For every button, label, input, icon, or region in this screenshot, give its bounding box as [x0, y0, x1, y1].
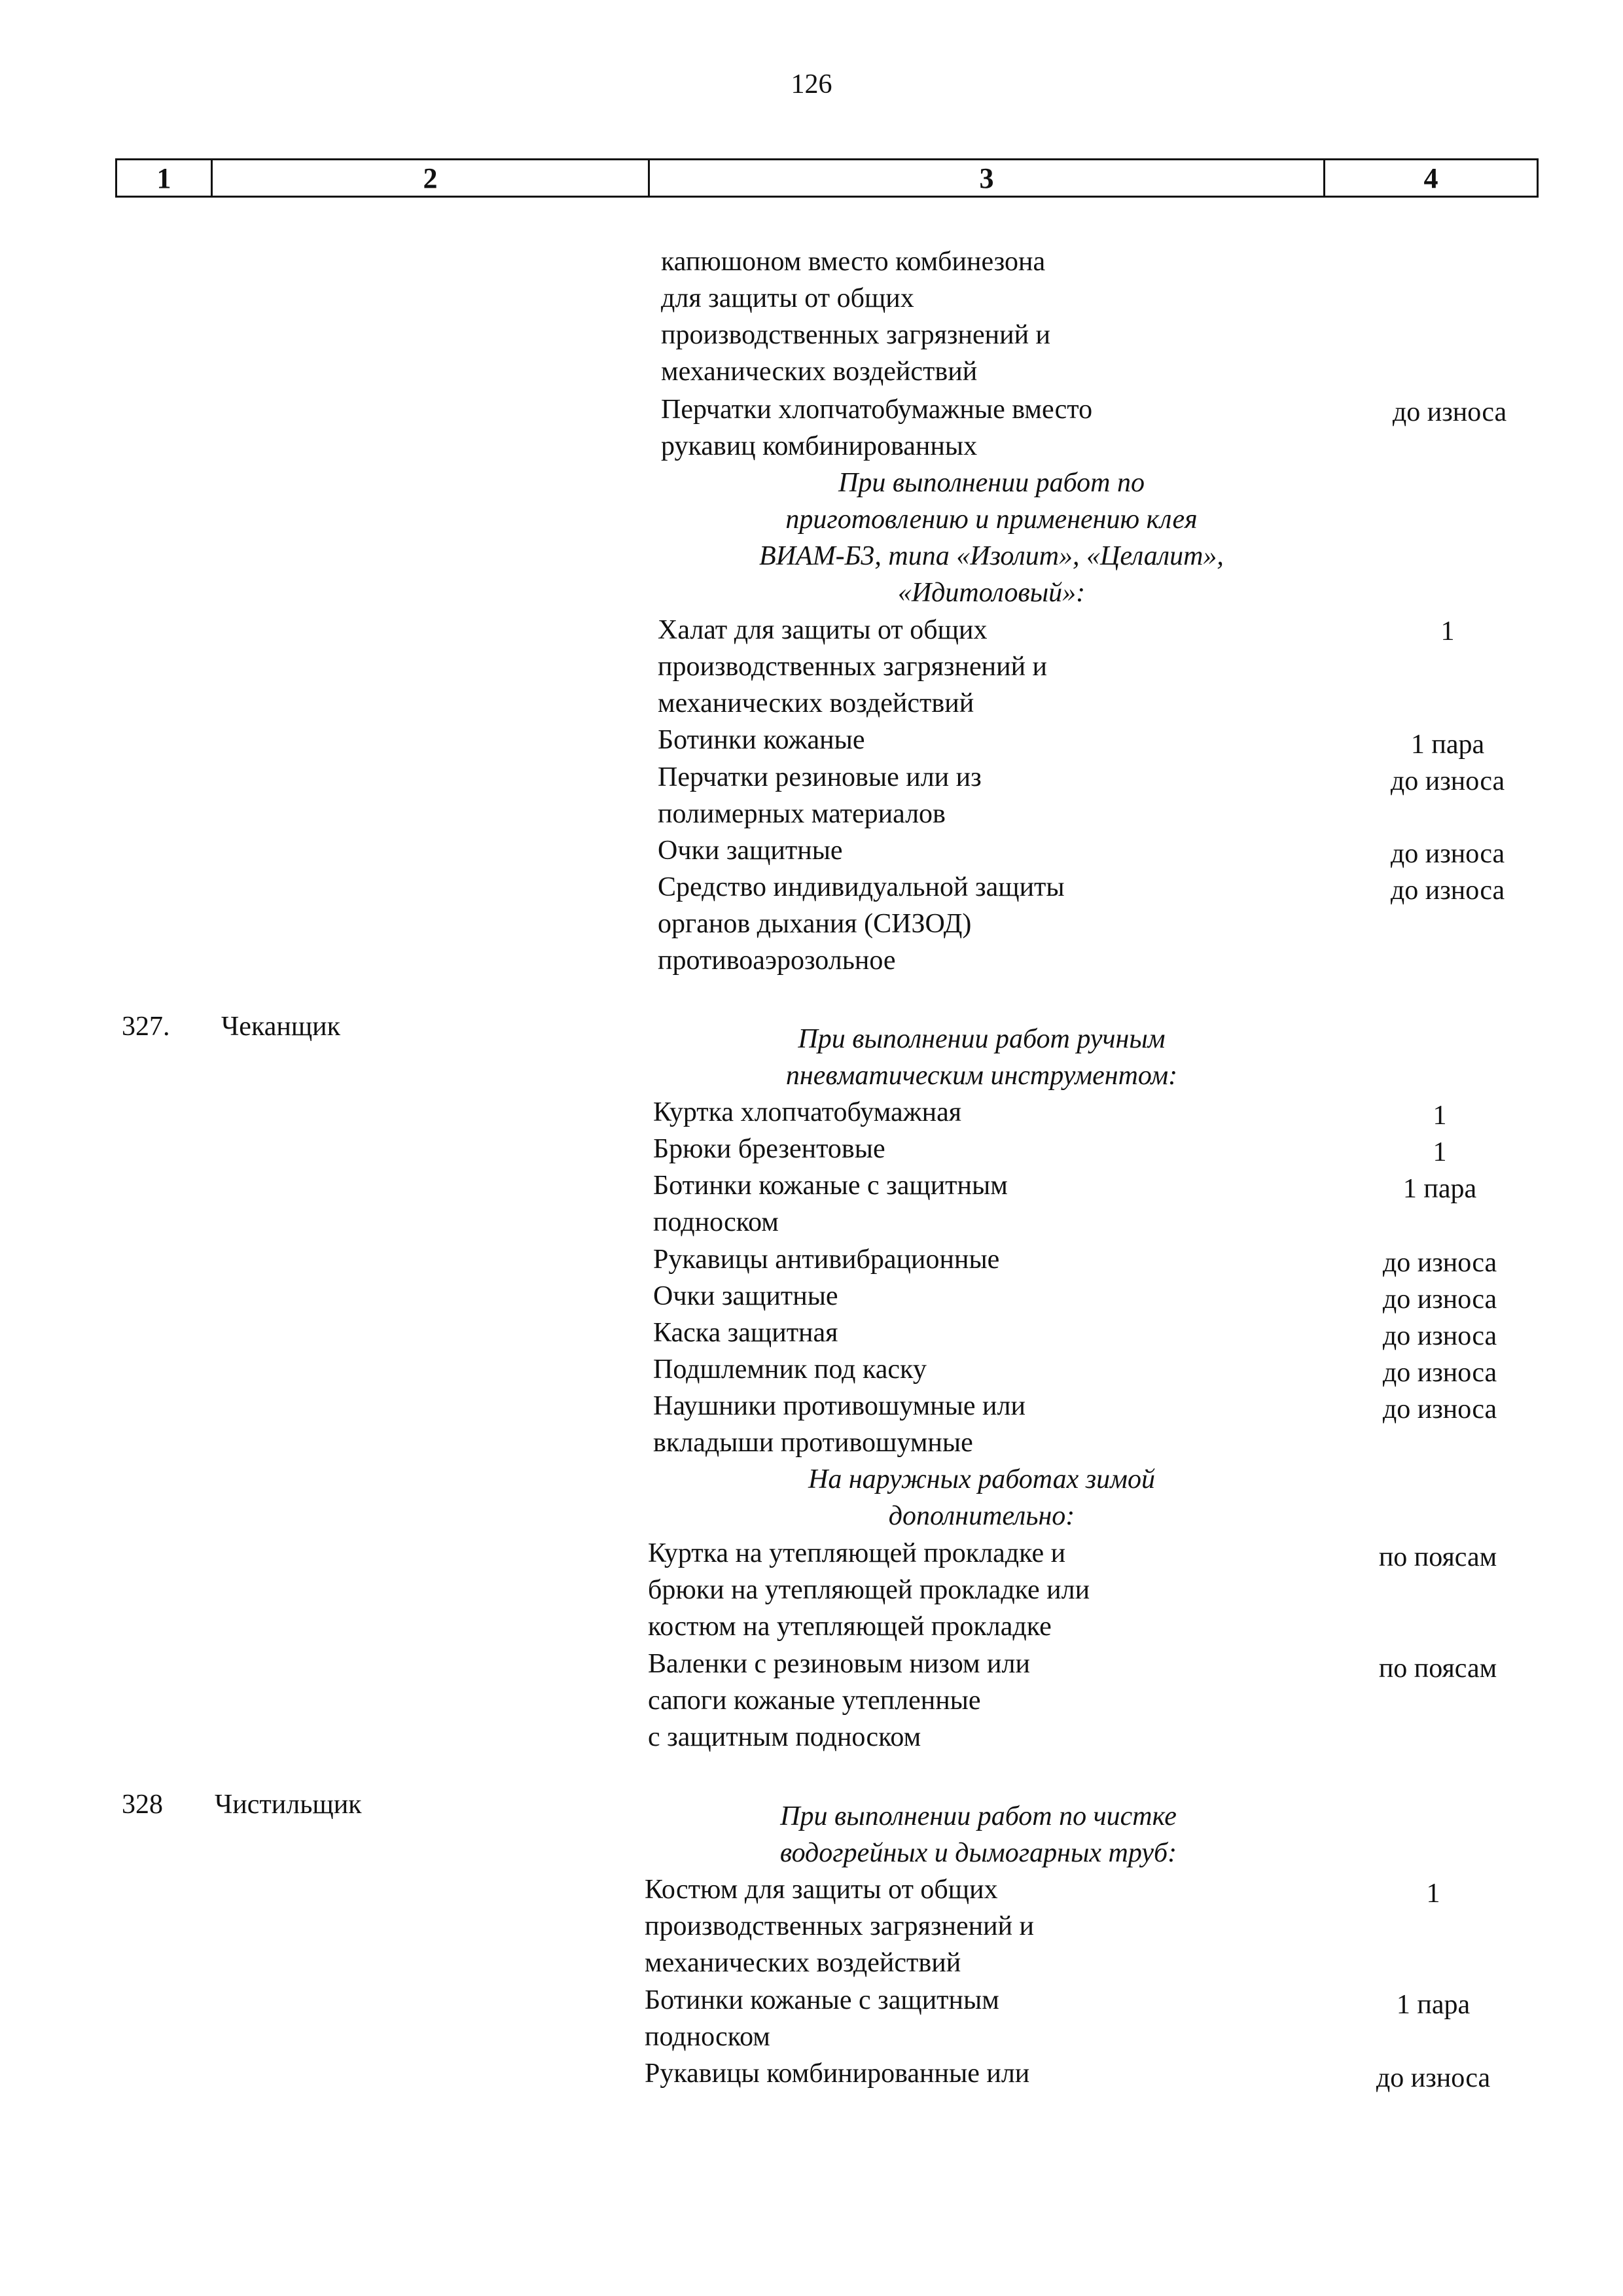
quantity-value: по поясам — [1378, 1542, 1497, 1572]
item-line: Рукавицы комбинированные или — [645, 2058, 1030, 2089]
item-line: с защитным подноском — [648, 1722, 921, 1752]
item-line: Наушники противошумные или — [653, 1391, 1026, 1421]
item-line: Ботинки кожаные с защитным — [653, 1171, 1008, 1201]
item-line: Брюки брезентовые — [653, 1134, 885, 1164]
subsection-heading: «Идитоловый»: — [897, 578, 1086, 608]
quantity-value: 1 пара — [1402, 1174, 1477, 1204]
column-header-row — [115, 158, 1539, 198]
quantity-value: 1 пара — [1410, 730, 1485, 760]
quantity-value: до износа — [1390, 766, 1505, 796]
item-line: вкладыши противошумные — [653, 1428, 973, 1458]
column-header-2: 2 — [213, 160, 650, 196]
subsection-heading: пневматическим инструментом: — [785, 1061, 1178, 1091]
subsection-heading: На наружных работах зимой — [808, 1464, 1155, 1494]
item-line: костюм на утепляющей прокладке — [648, 1612, 1052, 1642]
item-line: подноском — [645, 2022, 770, 2052]
item-line: Куртка на утепляющей прокладке и — [648, 1538, 1066, 1568]
item-line: Подшлемник под каску — [653, 1354, 927, 1385]
item-line: Халат для защиты от общих — [658, 615, 988, 645]
item-line: Перчатки хлопчатобумажные вместо — [661, 395, 1093, 425]
item-line: для защиты от общих — [661, 283, 914, 313]
item-line: Очки защитные — [658, 836, 843, 866]
item-line: механических воздействий — [661, 357, 978, 387]
item-line: Валенки с резиновым низом или — [648, 1649, 1030, 1679]
subsection-heading: приготовлению и применению клея — [785, 504, 1198, 535]
item-line: Перчатки резиновые или из — [658, 762, 982, 792]
quantity-value: 1 — [1433, 1101, 1447, 1131]
quantity-value: до износа — [1382, 1321, 1497, 1351]
item-line: производственных загрязнений и — [661, 320, 1051, 350]
subsection-heading: водогрейных и дымогарных труб: — [779, 1838, 1177, 1868]
column-header-4: 4 — [1423, 162, 1438, 194]
quantity-value: до износа — [1382, 1284, 1497, 1315]
subsection-heading: При выполнении работ ручным — [798, 1024, 1166, 1054]
column-header-1: 1 — [117, 160, 213, 196]
item-line: Ботинки кожаные — [658, 725, 865, 755]
item-line: капюшоном вместо комбинезона — [661, 247, 1046, 277]
profession-name: Чеканщик — [221, 1012, 341, 1042]
profession-name: Чистильщик — [215, 1790, 362, 1820]
item-line: сапоги кожаные утепленные — [648, 1686, 981, 1716]
item-line: брюки на утепляющей прокладке или — [648, 1575, 1090, 1605]
subsection-heading: дополнительно: — [888, 1501, 1075, 1531]
item-line: Куртка хлопчатобумажная — [653, 1097, 962, 1127]
quantity-value: 1 — [1440, 616, 1455, 646]
row-number: 328 — [122, 1790, 163, 1820]
quantity-value: 1 — [1426, 1879, 1440, 1909]
item-line: Очки защитные — [653, 1281, 838, 1311]
item-line: механических воздействий — [658, 688, 974, 718]
item-line: полимерных материалов — [658, 799, 946, 829]
quantity-value: до износа — [1390, 875, 1505, 906]
quantity-value: до износа — [1390, 839, 1505, 869]
quantity-value: 1 — [1433, 1137, 1447, 1167]
item-line: Средство индивидуальной защиты — [658, 872, 1065, 902]
item-line: Костюм для защиты от общих — [645, 1875, 998, 1905]
quantity-value: до износа — [1382, 1248, 1497, 1278]
item-line: подноском — [653, 1207, 779, 1237]
item-line: рукавиц комбинированных — [661, 431, 978, 461]
quantity-value: до износа — [1382, 1394, 1497, 1424]
item-line: Каска защитная — [653, 1318, 838, 1348]
quantity-value: 1 пара — [1396, 1990, 1471, 2020]
subsection-heading: ВИАМ-Б3, типа «Изолит», «Целалит», — [759, 541, 1224, 571]
row-number: 327. — [122, 1012, 170, 1042]
item-line: Ботинки кожаные с защитным — [645, 1985, 999, 2015]
quantity-value: до износа — [1382, 1358, 1497, 1388]
quantity-value: по поясам — [1378, 1653, 1497, 1684]
page-number: 126 — [791, 69, 832, 99]
column-header-3: 3 — [650, 160, 1325, 196]
item-line: производственных загрязнений и — [645, 1911, 1035, 1941]
subsection-heading: При выполнении работ по чистке — [780, 1801, 1177, 1831]
item-line: органов дыхания (СИЗОД) — [658, 909, 972, 939]
item-line: Рукавицы антивибрационные — [653, 1245, 1000, 1275]
item-line: противоаэрозольное — [658, 945, 896, 976]
quantity-value: до износа — [1376, 2063, 1491, 2093]
item-line: производственных загрязнений и — [658, 652, 1048, 682]
subsection-heading: При выполнении работ по — [838, 468, 1145, 498]
quantity-value: до износа — [1392, 397, 1507, 427]
item-line: механических воздействий — [645, 1948, 961, 1978]
